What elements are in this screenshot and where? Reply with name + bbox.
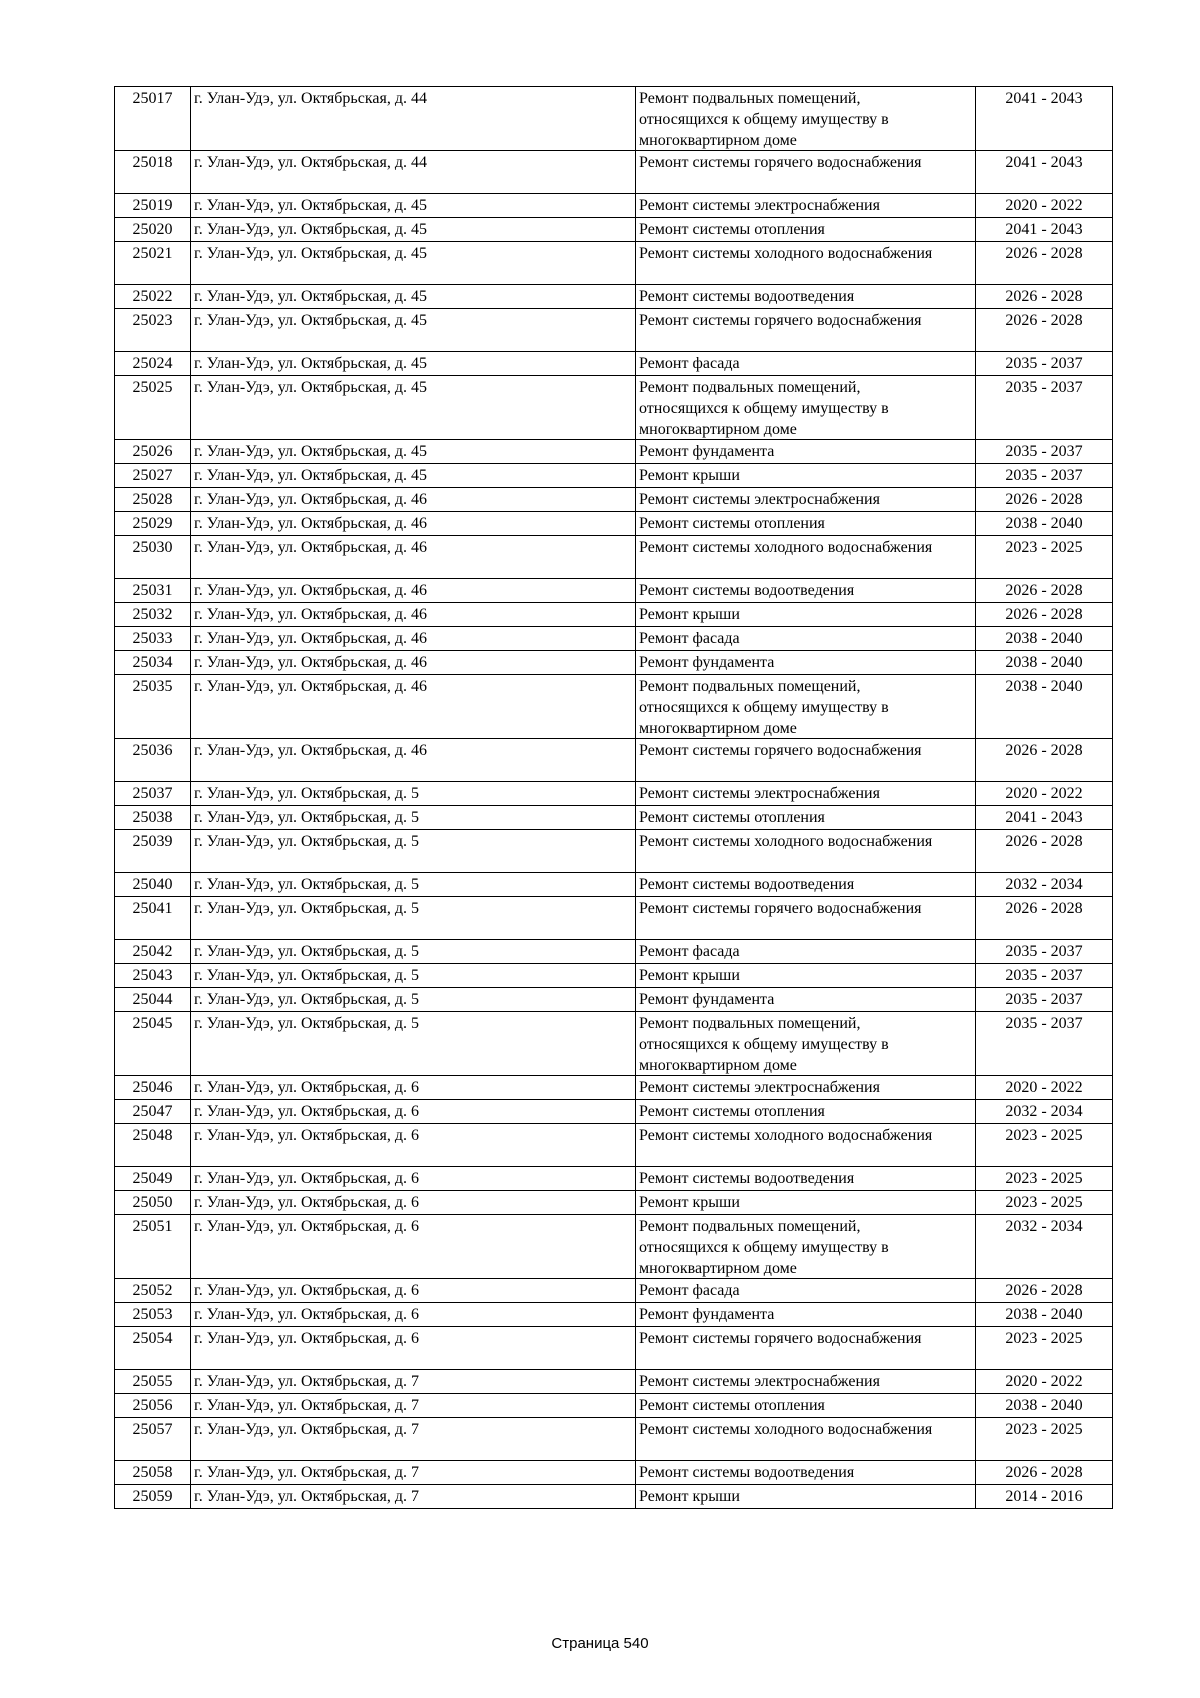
work-type-cell (636, 603, 976, 627)
work-type-line: Ремонт системы электроснабжения (639, 197, 880, 214)
work-type-line: многоквартирном доме (639, 720, 797, 737)
address-cell: г. Улан-Удэ, ул. Октябрьская, д. 46 (191, 512, 636, 536)
row-number: 25052 (115, 1279, 191, 1303)
row-number: 25034 (115, 651, 191, 675)
row-number: 25027 (115, 464, 191, 488)
work-type-line: Ремонт подвальных помещений, (639, 1015, 861, 1032)
work-type-line (639, 172, 971, 193)
work-type-cell (636, 1215, 976, 1279)
address-cell: г. Улан-Удэ, ул. Октябрьская, д. 46 (191, 627, 636, 651)
table-row (115, 352, 1113, 376)
period-cell: 2026 - 2028 (976, 309, 1113, 352)
table-row (115, 579, 1113, 603)
row-number: 25046 (115, 1076, 191, 1100)
table-row (115, 897, 1113, 940)
row-number: 25024 (115, 352, 191, 376)
table-row (115, 940, 1113, 964)
work-type-line (639, 557, 971, 578)
period-cell: 2035 - 2037 (976, 464, 1113, 488)
period-cell: 2038 - 2040 (976, 651, 1113, 675)
table-row (115, 1191, 1113, 1215)
work-type-cell (636, 1100, 976, 1124)
table-row (115, 782, 1113, 806)
address-cell: г. Улан-Удэ, ул. Октябрьская, д. 6 (191, 1167, 636, 1191)
period-cell: 2035 - 2037 (976, 352, 1113, 376)
table-row (115, 651, 1113, 675)
row-number: 25038 (115, 806, 191, 830)
work-type-cell (636, 579, 976, 603)
row-number: 25031 (115, 579, 191, 603)
row-number: 25020 (115, 218, 191, 242)
work-type-cell (636, 897, 976, 940)
table-row (115, 1167, 1113, 1191)
row-number: 25047 (115, 1100, 191, 1124)
table-row (115, 151, 1113, 194)
repair-schedule-body (115, 87, 1113, 1509)
work-type-cell (636, 627, 976, 651)
address-cell: г. Улан-Удэ, ул. Октябрьская, д. 46 (191, 651, 636, 675)
work-type-cell (636, 440, 976, 464)
period-cell: 2035 - 2037 (976, 1012, 1113, 1076)
period-cell: 2035 - 2037 (976, 440, 1113, 464)
row-number: 25041 (115, 897, 191, 940)
work-type-line: Ремонт системы горячего водоснабжения (639, 312, 922, 329)
address-cell: г. Улан-Удэ, ул. Октябрьская, д. 5 (191, 1012, 636, 1076)
work-type-cell (636, 1167, 976, 1191)
work-type-line: многоквартирном доме (639, 1057, 797, 1074)
work-type-line: Ремонт системы электроснабжения (639, 491, 880, 508)
work-type-line: многоквартирном доме (639, 1260, 797, 1277)
table-row (115, 873, 1113, 897)
work-type-line: Ремонт фундамента (639, 991, 775, 1008)
row-number: 25030 (115, 536, 191, 579)
row-number: 25035 (115, 675, 191, 739)
row-number: 25057 (115, 1418, 191, 1461)
row-number: 25017 (115, 87, 191, 151)
work-type-line (639, 1145, 971, 1166)
work-type-cell (636, 1327, 976, 1370)
work-type-line: Ремонт фасада (639, 943, 740, 960)
work-type-cell (636, 1012, 976, 1076)
address-cell: г. Улан-Удэ, ул. Октябрьская, д. 46 (191, 536, 636, 579)
address-cell: г. Улан-Удэ, ул. Октябрьская, д. 46 (191, 675, 636, 739)
period-cell: 2032 - 2034 (976, 1100, 1113, 1124)
work-type-line (639, 263, 971, 284)
work-type-line: многоквартирном доме (639, 132, 797, 149)
period-cell: 2026 - 2028 (976, 579, 1113, 603)
row-number: 25050 (115, 1191, 191, 1215)
row-number: 25059 (115, 1485, 191, 1509)
repair-schedule-table (114, 86, 1113, 1509)
work-type-line (639, 330, 971, 351)
work-type-line: Ремонт системы горячего водоснабжения (639, 742, 922, 759)
work-type-line: Ремонт крыши (639, 606, 740, 623)
work-type-line: относящихся к общему имуществу в (639, 400, 889, 417)
work-type-line: Ремонт подвальных помещений, (639, 379, 861, 396)
period-cell: 2023 - 2025 (976, 1191, 1113, 1215)
table-row (115, 242, 1113, 285)
address-cell: г. Улан-Удэ, ул. Октябрьская, д. 45 (191, 376, 636, 440)
work-type-cell (636, 536, 976, 579)
table-row (115, 1303, 1113, 1327)
work-type-line: Ремонт системы отопления (639, 1103, 825, 1120)
address-cell: г. Улан-Удэ, ул. Октябрьская, д. 5 (191, 897, 636, 940)
work-type-line: Ремонт крыши (639, 1194, 740, 1211)
work-type-line: Ремонт крыши (639, 1488, 740, 1505)
row-number: 25044 (115, 988, 191, 1012)
address-cell: г. Улан-Удэ, ул. Октябрьская, д. 45 (191, 440, 636, 464)
work-type-cell (636, 194, 976, 218)
work-type-cell (636, 988, 976, 1012)
address-cell: г. Улан-Удэ, ул. Октябрьская, д. 46 (191, 603, 636, 627)
work-type-cell (636, 1485, 976, 1509)
table-row (115, 218, 1113, 242)
row-number: 25037 (115, 782, 191, 806)
period-cell: 2023 - 2025 (976, 1167, 1113, 1191)
period-cell: 2020 - 2022 (976, 782, 1113, 806)
row-number: 25056 (115, 1394, 191, 1418)
row-number: 25022 (115, 285, 191, 309)
address-cell: г. Улан-Удэ, ул. Октябрьская, д. 45 (191, 352, 636, 376)
row-number: 25019 (115, 194, 191, 218)
period-cell: 2023 - 2025 (976, 536, 1113, 579)
address-cell: г. Улан-Удэ, ул. Октябрьская, д. 7 (191, 1394, 636, 1418)
address-cell: г. Улан-Удэ, ул. Октябрьская, д. 6 (191, 1303, 636, 1327)
work-type-cell (636, 1461, 976, 1485)
work-type-line: Ремонт подвальных помещений, (639, 678, 861, 695)
row-number: 25049 (115, 1167, 191, 1191)
work-type-cell (636, 151, 976, 194)
period-cell: 2032 - 2034 (976, 1215, 1113, 1279)
work-type-line: Ремонт системы отопления (639, 809, 825, 826)
address-cell: г. Улан-Удэ, ул. Октябрьская, д. 7 (191, 1370, 636, 1394)
address-cell: г. Улан-Удэ, ул. Октябрьская, д. 46 (191, 579, 636, 603)
work-type-line (639, 1348, 971, 1369)
address-cell: г. Улан-Удэ, ул. Октябрьская, д. 45 (191, 194, 636, 218)
work-type-line (639, 1439, 971, 1460)
table-row (115, 376, 1113, 440)
row-number: 25048 (115, 1124, 191, 1167)
row-number: 25028 (115, 488, 191, 512)
table-row (115, 1485, 1113, 1509)
row-number: 25036 (115, 739, 191, 782)
table-row (115, 988, 1113, 1012)
table-row (115, 512, 1113, 536)
work-type-line: Ремонт фасада (639, 355, 740, 372)
work-type-line: Ремонт системы горячего водоснабжения (639, 1330, 922, 1347)
work-type-line: Ремонт системы электроснабжения (639, 785, 880, 802)
address-cell: г. Улан-Удэ, ул. Октябрьская, д. 45 (191, 242, 636, 285)
address-cell: г. Улан-Удэ, ул. Октябрьская, д. 7 (191, 1461, 636, 1485)
work-type-line: Ремонт системы отопления (639, 515, 825, 532)
work-type-line: Ремонт системы электроснабжения (639, 1373, 880, 1390)
work-type-line: относящихся к общему имуществу в (639, 111, 889, 128)
row-number: 25058 (115, 1461, 191, 1485)
work-type-cell (636, 309, 976, 352)
address-cell: г. Улан-Удэ, ул. Октябрьская, д. 45 (191, 309, 636, 352)
period-cell: 2041 - 2043 (976, 151, 1113, 194)
period-cell: 2026 - 2028 (976, 242, 1113, 285)
table-row (115, 464, 1113, 488)
period-cell: 2035 - 2037 (976, 940, 1113, 964)
period-cell: 2038 - 2040 (976, 1394, 1113, 1418)
work-type-line: Ремонт фундамента (639, 1306, 775, 1323)
row-number: 25045 (115, 1012, 191, 1076)
work-type-cell (636, 352, 976, 376)
work-type-line: Ремонт системы водоотведения (639, 876, 855, 893)
table-row (115, 488, 1113, 512)
address-cell: г. Улан-Удэ, ул. Октябрьская, д. 5 (191, 873, 636, 897)
period-cell: 2026 - 2028 (976, 830, 1113, 873)
work-type-line: относящихся к общему имуществу в (639, 699, 889, 716)
address-cell: г. Улан-Удэ, ул. Октябрьская, д. 44 (191, 151, 636, 194)
period-cell: 2026 - 2028 (976, 739, 1113, 782)
address-cell: г. Улан-Удэ, ул. Октябрьская, д. 46 (191, 488, 636, 512)
address-cell: г. Улан-Удэ, ул. Октябрьская, д. 5 (191, 830, 636, 873)
work-type-cell (636, 87, 976, 151)
table-row (115, 1418, 1113, 1461)
table-row (115, 440, 1113, 464)
address-cell: г. Улан-Удэ, ул. Октябрьская, д. 45 (191, 464, 636, 488)
page-number: Страница 540 (551, 1635, 649, 1652)
period-cell: 2026 - 2028 (976, 285, 1113, 309)
work-type-line: Ремонт фасада (639, 630, 740, 647)
row-number: 25043 (115, 964, 191, 988)
table-row (115, 830, 1113, 873)
period-cell: 2026 - 2028 (976, 488, 1113, 512)
work-type-line: Ремонт крыши (639, 467, 740, 484)
address-cell: г. Улан-Удэ, ул. Октябрьская, д. 6 (191, 1279, 636, 1303)
work-type-line: Ремонт фундамента (639, 654, 775, 671)
work-type-line: Ремонт системы горячего водоснабжения (639, 900, 922, 917)
period-cell: 2041 - 2043 (976, 218, 1113, 242)
work-type-line: Ремонт системы отопления (639, 221, 825, 238)
address-cell: г. Улан-Удэ, ул. Октябрьская, д. 7 (191, 1485, 636, 1509)
work-type-line (639, 760, 971, 781)
period-cell: 2041 - 2043 (976, 806, 1113, 830)
work-type-cell (636, 964, 976, 988)
period-cell: 2038 - 2040 (976, 1303, 1113, 1327)
period-cell: 2023 - 2025 (976, 1418, 1113, 1461)
work-type-line: Ремонт системы водоотведения (639, 1170, 855, 1187)
row-number: 25051 (115, 1215, 191, 1279)
period-cell: 2020 - 2022 (976, 1076, 1113, 1100)
period-cell: 2026 - 2028 (976, 1279, 1113, 1303)
address-cell: г. Улан-Удэ, ул. Октябрьская, д. 5 (191, 988, 636, 1012)
table-row (115, 964, 1113, 988)
work-type-cell (636, 675, 976, 739)
row-number: 25040 (115, 873, 191, 897)
row-number: 25033 (115, 627, 191, 651)
period-cell: 2032 - 2034 (976, 873, 1113, 897)
period-cell: 2026 - 2028 (976, 603, 1113, 627)
address-cell: г. Улан-Удэ, ул. Октябрьская, д. 5 (191, 782, 636, 806)
period-cell: 2020 - 2022 (976, 1370, 1113, 1394)
work-type-cell (636, 1394, 976, 1418)
table-row (115, 1076, 1113, 1100)
address-cell: г. Улан-Удэ, ул. Октябрьская, д. 45 (191, 218, 636, 242)
table-row (115, 675, 1113, 739)
work-type-cell (636, 242, 976, 285)
work-type-line: Ремонт системы водоотведения (639, 288, 855, 305)
table-row (115, 285, 1113, 309)
address-cell: г. Улан-Удэ, ул. Октябрьская, д. 45 (191, 285, 636, 309)
table-row (115, 1279, 1113, 1303)
work-type-line: Ремонт системы водоотведения (639, 582, 855, 599)
table-row (115, 603, 1113, 627)
table-row (115, 627, 1113, 651)
table-row (115, 1100, 1113, 1124)
table-row (115, 739, 1113, 782)
work-type-line: Ремонт подвальных помещений, (639, 1218, 861, 1235)
address-cell: г. Улан-Удэ, ул. Октябрьская, д. 5 (191, 940, 636, 964)
table-row (115, 806, 1113, 830)
address-cell: г. Улан-Удэ, ул. Октябрьская, д. 6 (191, 1100, 636, 1124)
period-cell: 2035 - 2037 (976, 964, 1113, 988)
period-cell: 2014 - 2016 (976, 1485, 1113, 1509)
address-cell: г. Улан-Удэ, ул. Октябрьская, д. 5 (191, 964, 636, 988)
address-cell: г. Улан-Удэ, ул. Октябрьская, д. 46 (191, 739, 636, 782)
work-type-line: относящихся к общему имуществу в (639, 1239, 889, 1256)
address-cell: г. Улан-Удэ, ул. Октябрьская, д. 6 (191, 1124, 636, 1167)
table-row (115, 194, 1113, 218)
work-type-line: Ремонт системы отопления (639, 1397, 825, 1414)
work-type-cell (636, 651, 976, 675)
row-number: 25055 (115, 1370, 191, 1394)
work-type-cell (636, 376, 976, 440)
row-number: 25054 (115, 1327, 191, 1370)
period-cell: 2020 - 2022 (976, 194, 1113, 218)
row-number: 25032 (115, 603, 191, 627)
address-cell: г. Улан-Удэ, ул. Октябрьская, д. 44 (191, 87, 636, 151)
work-type-cell (636, 285, 976, 309)
period-cell: 2038 - 2040 (976, 627, 1113, 651)
address-cell: г. Улан-Удэ, ул. Октябрьская, д. 6 (191, 1215, 636, 1279)
work-type-cell (636, 218, 976, 242)
work-type-cell (636, 1076, 976, 1100)
period-cell: 2038 - 2040 (976, 675, 1113, 739)
table-row (115, 1215, 1113, 1279)
table-row (115, 536, 1113, 579)
period-cell: 2035 - 2037 (976, 376, 1113, 440)
work-type-line: Ремонт фундамента (639, 443, 775, 460)
work-type-cell (636, 488, 976, 512)
work-type-cell (636, 940, 976, 964)
period-cell: 2023 - 2025 (976, 1124, 1113, 1167)
work-type-line: Ремонт системы водоотведения (639, 1464, 855, 1481)
work-type-line: Ремонт системы холодного водоснабжения (639, 1127, 933, 1144)
work-type-line: Ремонт системы холодного водоснабжения (639, 245, 933, 262)
table-row (115, 309, 1113, 352)
work-type-line: Ремонт системы холодного водоснабжения (639, 1421, 933, 1438)
address-cell: г. Улан-Удэ, ул. Октябрьская, д. 6 (191, 1191, 636, 1215)
work-type-cell (636, 512, 976, 536)
period-cell: 2026 - 2028 (976, 897, 1113, 940)
work-type-line: Ремонт системы холодного водоснабжения (639, 833, 933, 850)
row-number: 25042 (115, 940, 191, 964)
row-number: 25029 (115, 512, 191, 536)
address-cell: г. Улан-Удэ, ул. Октябрьская, д. 6 (191, 1076, 636, 1100)
row-number: 25018 (115, 151, 191, 194)
row-number: 25039 (115, 830, 191, 873)
period-cell: 2041 - 2043 (976, 87, 1113, 151)
work-type-line: Ремонт системы холодного водоснабжения (639, 539, 933, 556)
work-type-line: относящихся к общему имуществу в (639, 1036, 889, 1053)
work-type-cell (636, 739, 976, 782)
work-type-cell (636, 1191, 976, 1215)
row-number: 25053 (115, 1303, 191, 1327)
address-cell: г. Улан-Удэ, ул. Октябрьская, д. 6 (191, 1327, 636, 1370)
table-row (115, 1327, 1113, 1370)
work-type-line: Ремонт крыши (639, 967, 740, 984)
row-number: 25023 (115, 309, 191, 352)
row-number: 25026 (115, 440, 191, 464)
period-cell: 2038 - 2040 (976, 512, 1113, 536)
period-cell: 2023 - 2025 (976, 1327, 1113, 1370)
work-type-line: Ремонт подвальных помещений, (639, 90, 861, 107)
address-cell: г. Улан-Удэ, ул. Октябрьская, д. 7 (191, 1418, 636, 1461)
work-type-line (639, 918, 971, 939)
work-type-line (639, 851, 971, 872)
work-type-cell (636, 1279, 976, 1303)
table-row (115, 1461, 1113, 1485)
table-row (115, 87, 1113, 151)
table-row (115, 1012, 1113, 1076)
table-row (115, 1370, 1113, 1394)
work-type-cell (636, 1303, 976, 1327)
work-type-line: Ремонт системы электроснабжения (639, 1079, 880, 1096)
row-number: 25025 (115, 376, 191, 440)
work-type-cell (636, 1370, 976, 1394)
work-type-cell (636, 1124, 976, 1167)
period-cell: 2026 - 2028 (976, 1461, 1113, 1485)
work-type-cell (636, 830, 976, 873)
row-number: 25021 (115, 242, 191, 285)
work-type-cell (636, 464, 976, 488)
work-type-cell (636, 873, 976, 897)
work-type-line: многоквартирном доме (639, 421, 797, 438)
work-type-cell (636, 782, 976, 806)
work-type-cell (636, 806, 976, 830)
table-row (115, 1124, 1113, 1167)
table-row (115, 1394, 1113, 1418)
work-type-line: Ремонт системы горячего водоснабжения (639, 154, 922, 171)
address-cell: г. Улан-Удэ, ул. Октябрьская, д. 5 (191, 806, 636, 830)
period-cell: 2035 - 2037 (976, 988, 1113, 1012)
work-type-line: Ремонт фасада (639, 1282, 740, 1299)
work-type-cell (636, 1418, 976, 1461)
